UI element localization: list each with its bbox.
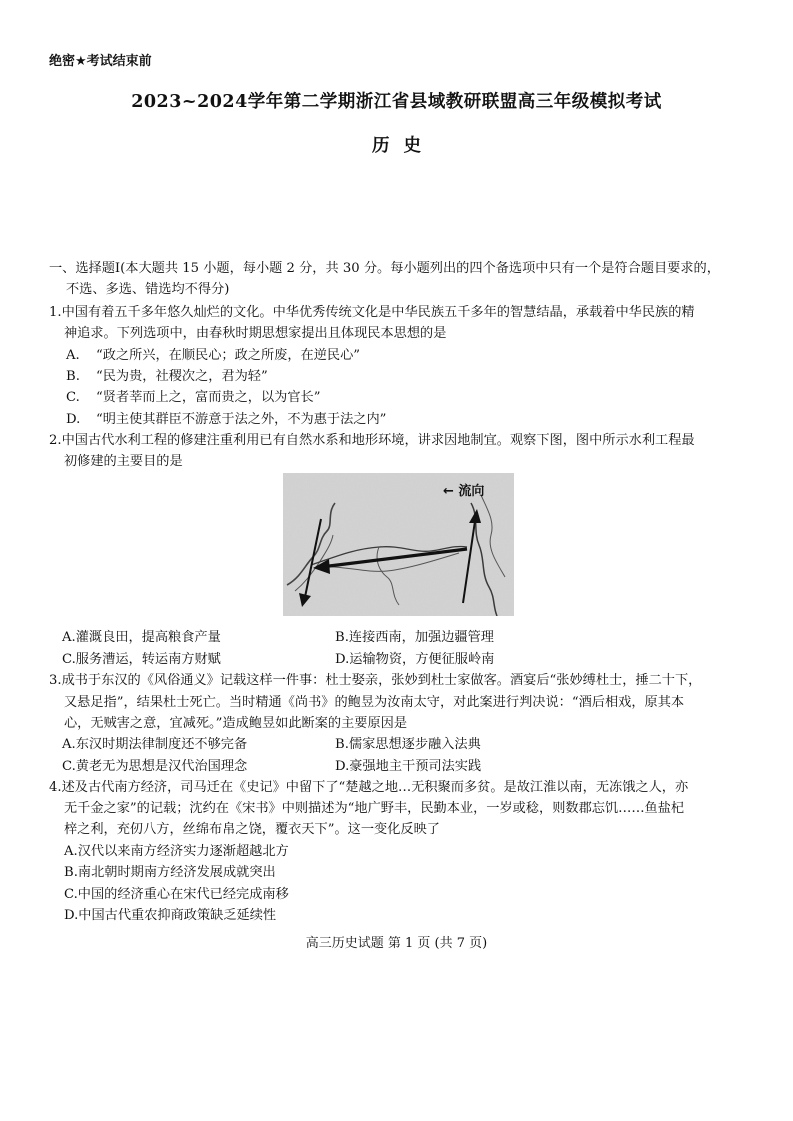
section-heading: 一、选择题Ⅰ(本大题共 15 小题，每小题 2 分，共 30 分。每小题列出的四个备选项中只有一个是符合题目要求的， [49,261,720,276]
q4-option-d: D.中国古代重农抑商政策缺乏延续性 [64,908,277,923]
q4-option-c: C.中国的经济重心在宋代已经完成南移 [64,887,289,902]
q1-option-b-label: B. [66,369,80,384]
q3-option-d: D.豪强地主干预司法实践 [335,759,482,774]
q3-stem-line1: 3.成书于东汉的《风俗通义》记载这样一件事：杜士娶亲，张妙到杜士家做客。酒宴后“张妙缚杜士，捶二十下， [49,673,702,688]
q1-option-b: “民为贵，社稷次之，君为轻” [96,369,268,384]
flow-direction-label: ← 流向 [443,484,485,499]
q2-option-b: B.连接西南，加强边疆管理 [335,630,494,645]
exam-title: 2023~2024学年第二学期浙江省县域教研联盟高三年级模拟考试 [131,92,662,112]
q3-stem-line3: 心，无贼害之意，宜减死。”造成鲍昱如此断案的主要原因是 [64,716,408,731]
q3-stem-line2: 又悬足指”，结果杜士死亡。当时精通《尚书》的鲍昱为汝南太守，对此案进行判决说：“酒后相戏，原其本 [64,695,685,710]
q4-option-a: A.汉代以来南方经济实力逐渐超越北方 [64,844,289,859]
q1-option-d-label: D. [66,412,81,427]
page-footer: 高三历史试题 第 1 页 (共 7 页) [305,936,488,951]
q3-option-c: C.黄老无为思想是汉代治国理念 [62,759,248,774]
q3-option-a: A.东汉时期法律制度还不够完备 [62,737,248,752]
q3-option-b: B.儒家思想逐步融入法典 [335,737,481,752]
canal-map-figure [283,473,514,616]
q1-option-a: “政之所兴，在顺民心；政之所废，在逆民心” [96,348,361,363]
subject-title: 历史 [372,136,435,156]
q4-stem-line3: 梓之利，充仞八方，丝绵布帛之饶，覆衣天下”。这一变化反映了 [64,822,440,837]
q4-option-b: B.南北朝时期南方经济发展成就突出 [64,865,276,880]
q2-stem-line1: 2.中国古代水利工程的修建注重利用已有自然水系和地形环境，讲求因地制宜。观察下图，图中所示水利工程最 [49,433,695,448]
q1-stem-line1: 1.中国有着五千多年悠久灿烂的文化。中华优秀传统文化是中华民族五千多年的智慧结晶，承载着中华民族的精 [49,305,695,320]
section-heading-cont: 不选、多选、错选均不得分) [66,282,230,297]
confidential-mark: 绝密★考试结束前 [49,54,152,69]
q2-option-c: C.服务漕运，转运南方财赋 [62,652,221,667]
q4-stem-line1: 4.述及古代南方经济，司马迁在《史记》中留下了“楚越之地…无积聚而多贫。是故江淮以南，无冻饿之人，亦 [49,780,689,795]
q2-stem-line2: 初修建的主要目的是 [64,454,183,469]
q2-option-d: D.运输物资，方便征服岭南 [335,652,495,667]
q2-option-a: A.灌溉良田，提高粮食产量 [62,630,221,645]
q4-stem-line2: 无千金之家”的记载；沈约在《宋书》中则描述为“地广野丰，民勤本业，一岁或稔，则数郡忘饥……鱼盐杞 [64,801,685,816]
q1-stem-line2: 神追求。下列选项中，由春秋时期思想家提出且体现民本思想的是 [64,326,447,341]
q1-option-c-label: C. [66,390,80,405]
q1-option-c: “贤者莘而上之，富而贵之，以为官长” [96,390,321,405]
q1-option-a-label: A. [66,348,80,363]
q1-option-d: “明主使其群臣不游意于法之外，不为惠于法之内” [96,412,387,427]
